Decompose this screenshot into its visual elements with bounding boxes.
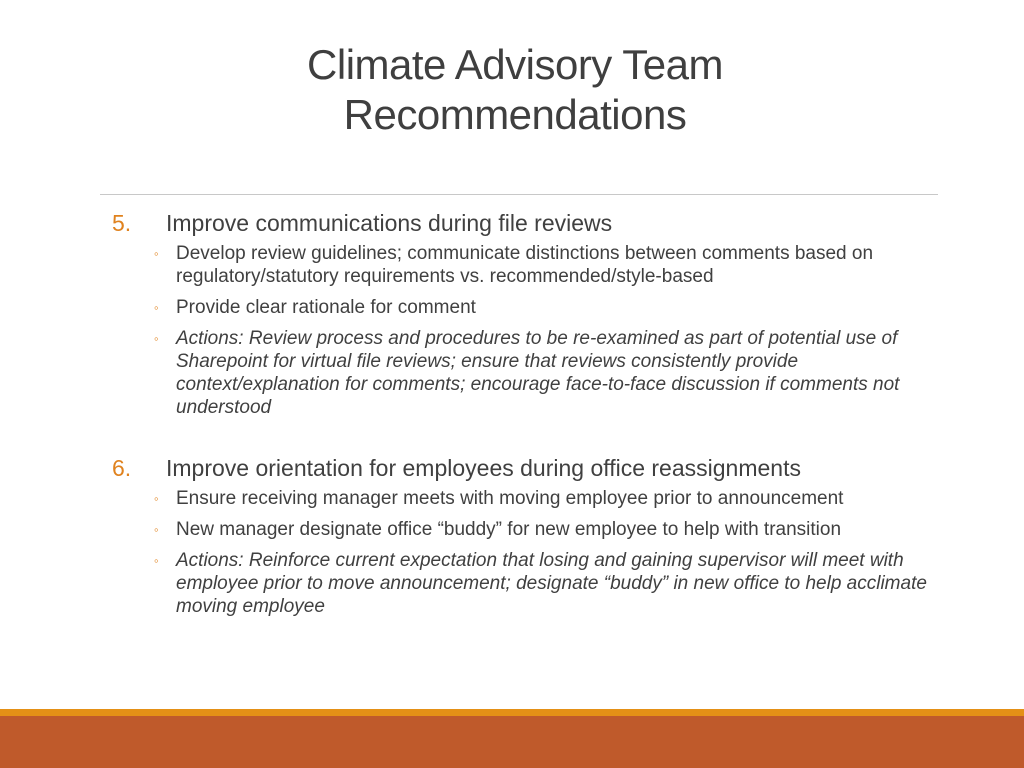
sub-bullet-text: Ensure receiving manager meets with moving employee prior to announcement [176,488,844,509]
circle-bullet-icon: ◦ [154,331,159,346]
circle-bullet-icon: ◦ [154,522,159,537]
title-divider [100,194,938,195]
footer-band [0,716,1024,768]
sub-bullet [154,242,932,288]
actions-text: Actions: Review process and procedures to be re-examined as part of potential use of Sharepoint for virtual file reviews; ensure that reviews consistently provide context/explanation for comments; encourage face-to-face discussion if comments not understood [176,328,900,418]
actions-text: Actions: Reinforce current expectation that losing and gaining supervisor will meet with employee prior to move announcement; designate “buddy” in new office to help acclimate moving employee [176,550,927,617]
sub-bullet-list [112,487,932,618]
recommendation-6 [112,453,932,618]
slide-title: Climate Advisory Team Recommendations [307,41,723,138]
sub-bullet [154,518,932,541]
sub-bullet-actions [154,549,932,618]
recommendation-heading-text: Improve communications during file reviews [166,210,613,236]
sub-bullet [154,296,932,319]
slide-content [112,208,932,618]
recommendation-heading [112,453,932,483]
sub-bullet-text: Develop review guidelines; communicate distinctions between comments based on regulatory/statutory requirements vs. recommended/style-based [176,243,874,287]
circle-bullet-icon: ◦ [154,246,159,261]
sub-bullet-text: Provide clear rationale for comment [176,297,476,318]
footer-accent-stripe [0,709,1024,716]
sub-bullet-list [112,242,932,419]
sub-bullet-actions [154,327,932,419]
recommendation-heading-text: Improve orientation for employees during office reassignments [166,455,801,481]
sub-bullet-text: New manager designate office “buddy” for new employee to help with transition [176,519,842,540]
circle-bullet-icon: ◦ [154,553,159,568]
circle-bullet-icon: ◦ [154,300,159,315]
sub-bullet [154,487,932,510]
recommendation-number: 6. [112,455,132,481]
circle-bullet-icon: ◦ [154,491,159,506]
recommendation-5 [112,208,932,419]
recommendation-heading [112,208,932,238]
recommendation-number: 5. [112,210,132,236]
